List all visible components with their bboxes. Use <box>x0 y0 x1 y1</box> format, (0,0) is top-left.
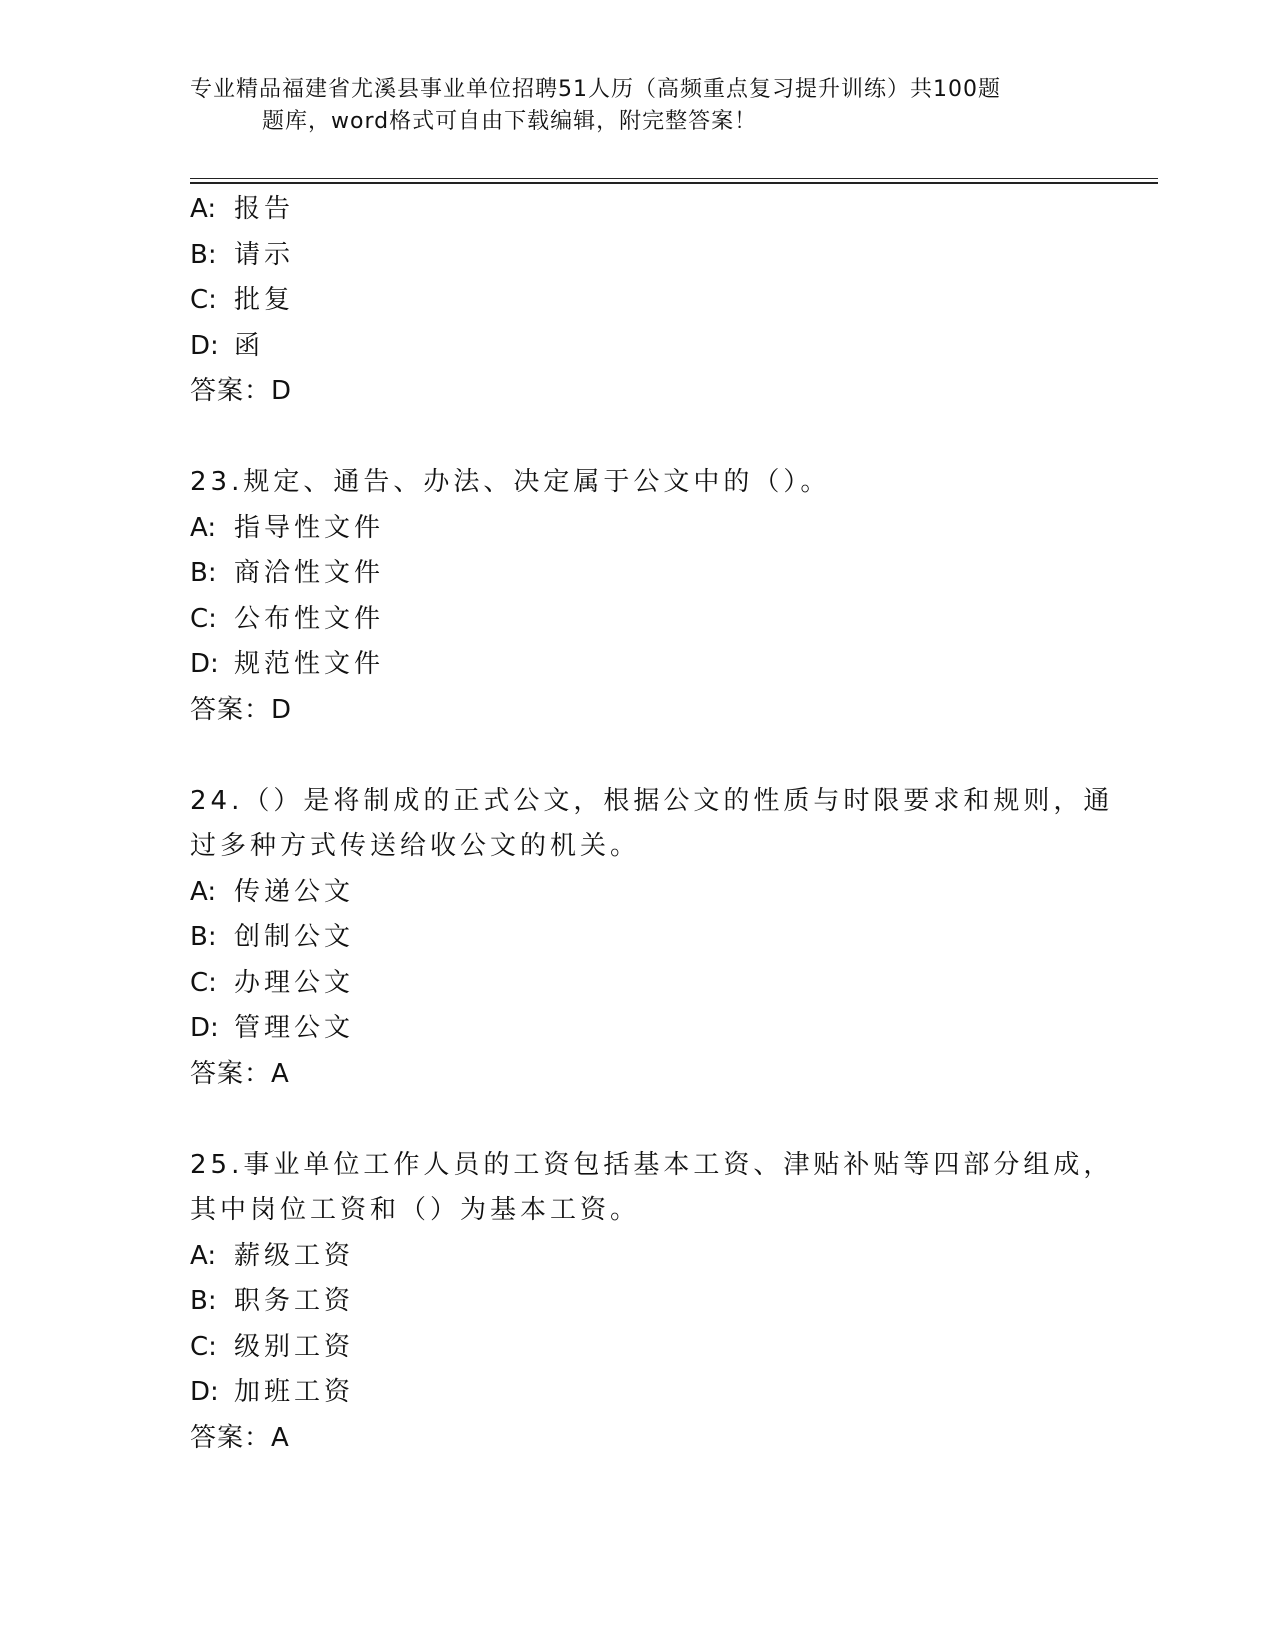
document-title-line-2: 题库，word格式可自由下载编辑，附完整答案！ <box>262 109 758 134</box>
answer-line: 答案：A <box>190 1058 290 1089</box>
option-text: 函 <box>234 330 265 361</box>
question-block-22 <box>190 187 1090 415</box>
option-c <box>190 597 1090 643</box>
option-text: 创制公文 <box>234 922 355 952</box>
question-text: 23.规定、通告、办法、决定属于公文中的（）。 <box>190 467 831 497</box>
option-text: 商洽性文件 <box>234 558 385 588</box>
option-d <box>190 324 1090 370</box>
answer-line: 答案：D <box>190 694 293 725</box>
question-list <box>190 187 1114 1461</box>
option-text: 公布性文件 <box>234 603 385 634</box>
option-d <box>190 642 1090 688</box>
option-c <box>190 278 1090 324</box>
question-block-23 <box>190 460 1090 733</box>
option-letter: C: <box>190 967 217 998</box>
option-text: 办理公文 <box>234 967 355 998</box>
option-letter: A: <box>190 1240 217 1271</box>
block-spacer <box>190 1097 1090 1143</box>
option-b <box>190 915 1090 961</box>
option-d <box>190 1006 1090 1052</box>
option-text: 指导性文件 <box>234 512 385 543</box>
option-text: 管理公文 <box>234 1013 355 1043</box>
question-text: 24.（）是将制成的正式公文，根据公文的性质与时限要求和规则，通 <box>190 785 1114 816</box>
option-letter: C: <box>190 603 217 634</box>
option-text: 规范性文件 <box>234 649 385 679</box>
block-spacer <box>190 415 1090 461</box>
option-text: 传递公文 <box>234 876 355 907</box>
page-header <box>0 0 1275 190</box>
option-a <box>190 870 1090 916</box>
option-a <box>190 187 1090 233</box>
option-text: 报告 <box>234 194 295 224</box>
question-block-24 <box>190 779 1114 1098</box>
question-text-continued: 其中岗位工资和（）为基本工资。 <box>190 1195 641 1225</box>
option-text: 请示 <box>234 239 295 270</box>
answer-line: 答案：A <box>190 1422 290 1453</box>
block-spacer <box>190 733 1090 779</box>
option-letter: B: <box>190 239 217 270</box>
option-letter: B: <box>190 922 217 952</box>
option-letter: A: <box>190 512 217 543</box>
option-letter: C: <box>190 1331 217 1362</box>
option-c <box>190 961 1090 1007</box>
option-text: 职务工资 <box>234 1286 355 1316</box>
option-letter: D: <box>190 1013 219 1043</box>
option-letter: D: <box>190 1377 219 1407</box>
option-letter: B: <box>190 1286 217 1316</box>
option-a <box>190 1234 1090 1280</box>
answer-line: 答案：D <box>190 376 293 406</box>
option-text: 批复 <box>234 285 295 315</box>
document-title-line-1: 专业精品福建省尤溪县事业单位招聘51人历（高频重点复习提升训练）共100题 <box>190 77 1001 102</box>
question-text: 25.事业单位工作人员的工资包括基本工资、津贴补贴等四部分组成， <box>190 1149 1114 1180</box>
option-b <box>190 233 1090 279</box>
option-text: 加班工资 <box>234 1377 355 1407</box>
option-b <box>190 1279 1090 1325</box>
option-letter: D: <box>190 330 219 361</box>
question-block-25 <box>190 1143 1114 1462</box>
option-letter: A: <box>190 194 217 224</box>
header-divider <box>190 178 1158 184</box>
option-text: 薪级工资 <box>234 1240 355 1271</box>
option-b <box>190 551 1090 597</box>
option-c <box>190 1325 1090 1371</box>
option-d <box>190 1370 1090 1416</box>
option-a <box>190 506 1090 552</box>
option-letter: A: <box>190 876 217 907</box>
question-text-continued: 过多种方式传送给收公文的机关。 <box>190 831 641 861</box>
option-letter: C: <box>190 285 217 315</box>
option-letter: B: <box>190 558 217 588</box>
option-text: 级别工资 <box>234 1331 355 1362</box>
option-letter: D: <box>190 649 219 679</box>
